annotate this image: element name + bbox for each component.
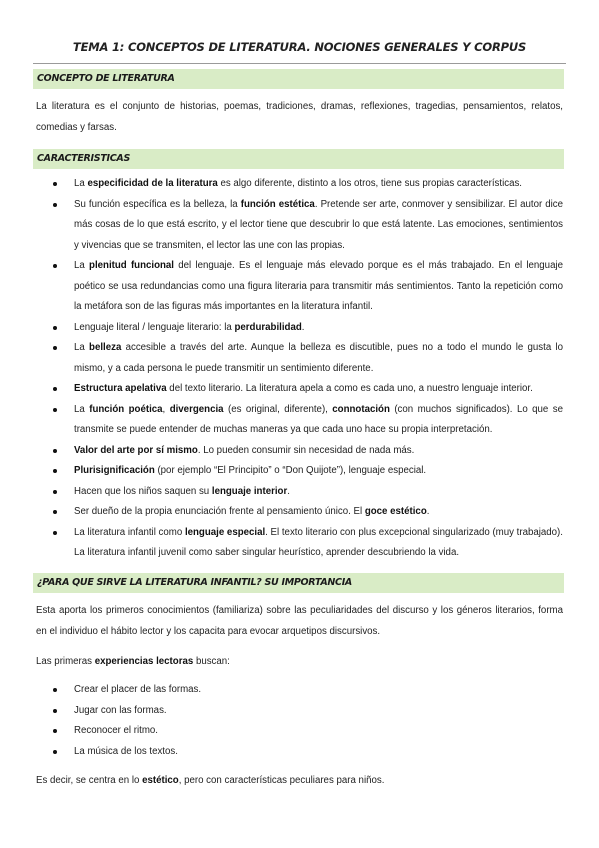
list-item: Lenguaje literal / lenguaje literario: la perdurabilidad. bbox=[36, 318, 563, 339]
list-item: La función poética, divergencia (es original, diferente), connotación (con muchos significados). Lo que se transmite se puede entender de muchas maneras ya que cada uno hace su propia interpretación. bbox=[36, 400, 563, 441]
bullet-icon bbox=[53, 387, 57, 391]
experiencias-paragraph: Las primeras experiencias lectoras buscan: bbox=[36, 656, 230, 667]
list-item: Hacen que los niños saquen su lenguaje interior. bbox=[36, 482, 563, 503]
conclusion-paragraph: Es decir, se centra en lo estético, pero con características peculiares para niños. bbox=[36, 775, 385, 786]
bullet-icon bbox=[53, 469, 57, 473]
bullet-icon bbox=[53, 182, 57, 186]
bullet-icon bbox=[53, 449, 57, 453]
bullet-icon bbox=[53, 709, 57, 713]
importancia-paragraph: Esta aporta los primeros conocimientos (familiariza) sobre las peculiaridades del discurso y los géneros literarios, forma en el individuo el hábito lector y los capacita para evocar arquetipos discursivos. bbox=[36, 605, 563, 637]
bullet-icon bbox=[53, 326, 57, 330]
caracteristicas-list bbox=[36, 174, 563, 564]
list-item: Crear el placer de las formas. bbox=[36, 680, 563, 701]
list-item: Su función específica es la belleza, la función estética. Pretende ser arte, conmover y sensibilizar. El autor dice más cosas de lo que está escrito, y el lector tiene que descubrir lo que está latente. Las emociones, sentimientos y vivencias que se transmiten, el lector las une con las propias. bbox=[36, 195, 563, 257]
section-heading-caracteristicas: CARACTERISTICAS bbox=[33, 149, 564, 169]
list-item: La plenitud funcional del lenguaje. Es el lenguaje más elevado porque es el más trabajado. En el lenguaje poético se usa redundancias como una figura literaria para transmitir más sentimientos. Tanto la repetición como la metáfora son de las figuras más importantes en la literatura infantil. bbox=[36, 256, 563, 318]
list-item: La literatura infantil como lenguaje especial. El texto literario con plus excepcional singularizado (muy trabajado). La literatura infantil juvenil como saber singular heurístico, aprender descubriendo la vida. bbox=[36, 523, 563, 564]
bullet-icon bbox=[53, 408, 57, 412]
list-item: Plurisignificación (por ejemplo “El Principito” o “Don Quijote”), lenguaje especial. bbox=[36, 461, 563, 482]
list-item: La especificidad de la literatura es algo diferente, distinto a los otros, tiene sus propias características. bbox=[36, 174, 563, 195]
list-item: La música de los textos. bbox=[36, 742, 563, 763]
bullet-icon bbox=[53, 510, 57, 514]
bullet-icon bbox=[53, 264, 57, 268]
experiencias-list bbox=[36, 680, 563, 762]
list-item: Ser dueño de la propia enunciación frente al pensamiento único. El goce estético. bbox=[36, 502, 563, 523]
bullet-icon bbox=[53, 203, 57, 207]
bullet-icon bbox=[53, 688, 57, 692]
document-title: TEMA 1: CONCEPTOS DE LITERATURA. NOCIONES GENERALES Y CORPUS bbox=[72, 40, 527, 54]
section-heading-importancia: ¿PARA QUE SIRVE LA LITERATURA INFANTIL? SU IMPORTANCIA bbox=[33, 573, 564, 593]
concepto-paragraph: La literatura es el conjunto de historias, poemas, tradiciones, dramas, reflexiones, tragedias, pensamientos, relatos, comedias y farsas. bbox=[36, 101, 563, 133]
bullet-icon bbox=[53, 346, 57, 350]
list-item: Jugar con las formas. bbox=[36, 701, 563, 722]
list-item: Reconocer el ritmo. bbox=[36, 721, 563, 742]
bullet-icon bbox=[53, 490, 57, 494]
section-heading-concepto: CONCEPTO DE LITERATURA bbox=[33, 69, 564, 89]
list-item: Estructura apelativa del texto literario. La literatura apela a como es cada uno, a nuestro lenguaje interior. bbox=[36, 379, 563, 400]
bullet-icon bbox=[53, 750, 57, 754]
list-item: La belleza accesible a través del arte. Aunque la belleza es discutible, pues no a todo el mundo le gusta lo mismo, y a cada persona le puede transmitir un sentimiento diferente. bbox=[36, 338, 563, 379]
bullet-icon bbox=[53, 729, 57, 733]
list-item: Valor del arte por sí mismo. Lo pueden consumir sin necesidad de nada más. bbox=[36, 441, 563, 462]
title-divider bbox=[33, 63, 566, 64]
bullet-icon bbox=[53, 531, 57, 535]
